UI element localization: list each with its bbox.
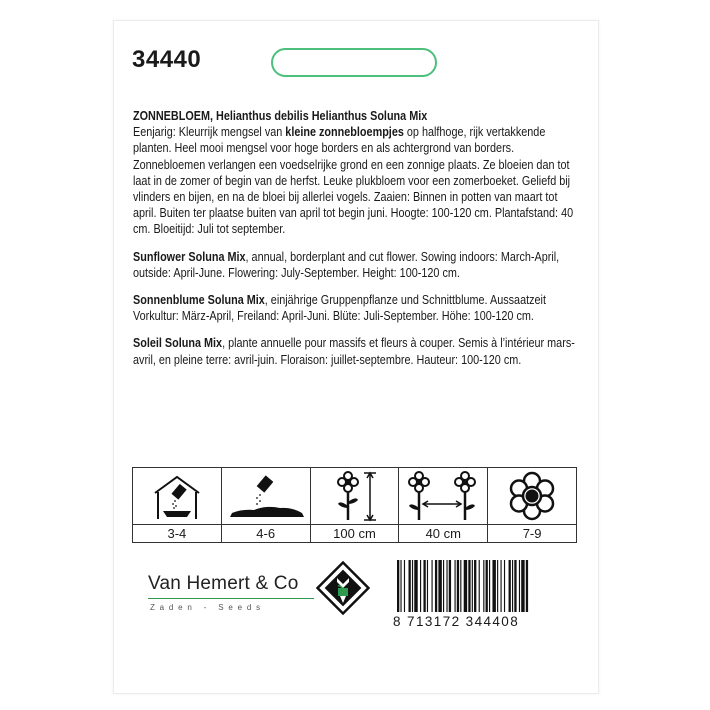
plant-spacing-value: 40 cm <box>425 526 461 541</box>
dutch-heading: ZONNEBLOEM, Helianthus debilis Helianthus Soluna Mix <box>133 109 428 123</box>
indoor-sowing-months: 3-4 <box>167 526 187 541</box>
barcode-icon <box>395 560 573 612</box>
article-number: 34440 <box>132 46 202 73</box>
french-description <box>133 335 578 367</box>
icon-cell-spacing <box>399 468 488 542</box>
outdoor-sowing-icon <box>226 471 306 521</box>
brand-underline <box>148 598 314 599</box>
dutch-body-part-2: op halfhoge, rijk vertakkende planten. Heel mooi mengsel voor hoge borders en als achtergrond van borders. Zonnebloemen verlangen een voedselrijke grond en een zonnige plaats. Ze bloeien dan tot laat in de zomer of begin van de herfst. Leuke plukbloem voor een zomerboeket. Geliefd bij vlinders en bijen, en na de bloei bij allerlei vogels. Zaaien: Binnen in potten van maart tot april. Buiten ter plaatse buiten van april tot begin juni. Hoogte: 100-120 cm. Plantafstand: 40 cm. Bloeitijd: Juli tot september. <box>133 125 574 237</box>
van-hemert-logo-icon <box>316 561 370 615</box>
description-text <box>133 108 578 379</box>
dutch-body-highlight: kleine zonnebloempjes <box>285 125 404 140</box>
german-body: , einjährige Gruppenpflanze und Schnittblume. Aussaatzeit Vorkultur: März-April, Freiland: April-Juni. Blüte: Juli-September. Höhe: 100-120 cm. <box>133 293 546 324</box>
barcode-number: 8 713172 344408 <box>393 614 520 629</box>
brand-tagline: Zaden - Seeds <box>150 603 265 612</box>
english-description <box>133 249 578 281</box>
german-name: Sonnenblume Soluna Mix <box>133 293 265 308</box>
icon-cell-indoor-sowing <box>133 468 222 542</box>
dutch-description <box>133 108 578 238</box>
plant-height-value: 100 cm <box>333 526 376 541</box>
brand-name: Van Hemert & Co <box>148 573 299 594</box>
english-body: , annual, borderplant and cut flower. Sowing indoors: March-April, outside: April-June. Flowering: July-September. Height: 100-120 cm. <box>133 249 560 280</box>
english-name: Sunflower Soluna Mix <box>133 249 246 264</box>
outdoor-sowing-months: 4-6 <box>256 526 276 541</box>
french-body: , plante annuelle pour massifs et fleurs à couper. Semis à l’intérieur mars-avril, en pleine terre: avril-juin. Floraison: juillet-septembre. Hauteur: 100-120 cm. <box>133 336 575 367</box>
plant-spacing-icon <box>403 470 483 522</box>
flower-icon <box>506 471 558 521</box>
dutch-body-part-1: Eenjarig: Kleurrijk mengsel van <box>133 125 286 140</box>
flowering-months: 7-9 <box>522 526 542 541</box>
french-name: Soleil Soluna Mix <box>133 336 223 351</box>
icon-cell-height <box>311 468 400 542</box>
batch-stamp-box <box>271 48 437 77</box>
plant-height-icon <box>318 470 390 522</box>
icon-cell-outdoor-sowing <box>222 468 311 542</box>
german-description <box>133 292 578 324</box>
cultivation-icons-strip <box>132 467 577 543</box>
greenhouse-sowing-icon <box>141 471 213 521</box>
icon-cell-flowering <box>488 468 576 542</box>
